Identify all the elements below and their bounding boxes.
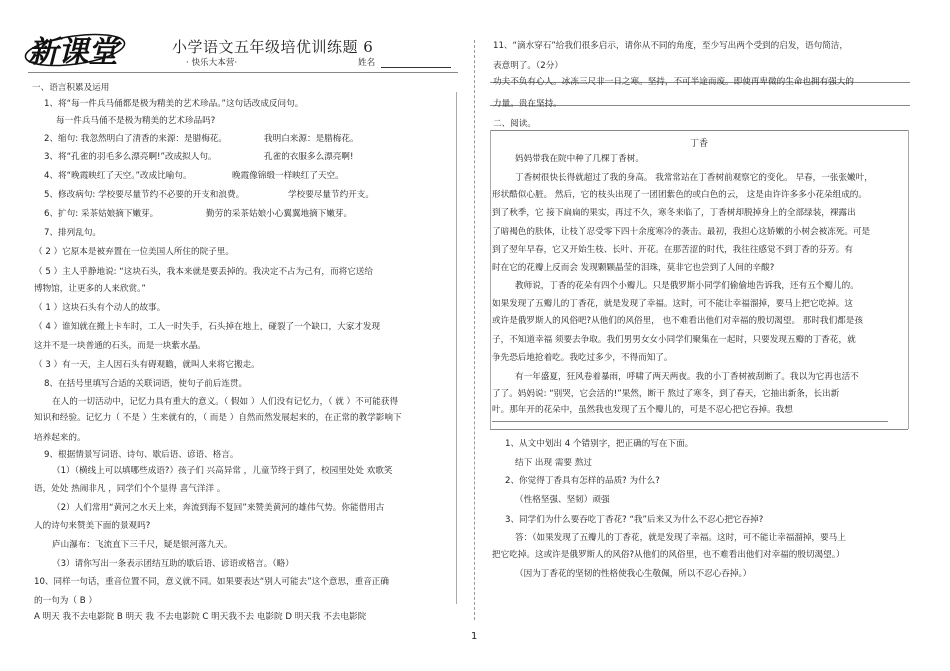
article-text-line: 了暗褐色的肤体，让枝丫忍受零下四十余度寒冷的袭击。最初，我担心这娇嫩的小树会被冻死。可是: [492, 227, 871, 237]
name-label: 姓名: [358, 58, 376, 68]
left-text-line: 孔雀的衣服多么漂亮啊!: [264, 152, 354, 162]
article-text-line: 答：（如果发现了五瓣儿的丁香花，就是发现了幸福。这时，可不能让幸福溜掉，要马上: [515, 533, 846, 543]
left-text-line: 7、排列乱句。: [44, 228, 102, 238]
article-text-line: 把它吃掉。这或许是俄罗斯人的风俗?从他们的风俗里，也不难看出他们对幸福的殷切渴望。）: [492, 550, 845, 560]
left-text-line: A 明天 我不去电影院 B 明天 我 不去电影院 C 明天我不去 电影院 D 明天我 不去电影院: [34, 612, 367, 622]
article-text-line: 丁香树很快长得就超过了我的身高。 我常常站在丁香树前观察它的变化。 早春，一张张嫩叶，: [515, 173, 873, 183]
page-number: 1: [471, 631, 478, 642]
left-text-line: 语，处处 热闹非凡 ，同学们个个显得 喜气洋洋 。: [34, 484, 226, 494]
article-title: 丁香: [690, 139, 709, 149]
left-text-line: 在人的一切活动中，记忆力具有重大的意义。（ 假如 ）人们没有记忆力，（ 就 ）不可能获得: [52, 397, 399, 407]
logo-mark: 新课堂: [28, 35, 118, 70]
left-text-line: 这并不是一块普通的石头，而是一块紫水晶。: [34, 341, 206, 351]
left-text-line: 我明白来源：是腊梅花。: [264, 134, 359, 144]
article-text-line: 到了翌年早春，它又开始生枝、长叶、开花。在那苦涩的时代，我往往感觉不到丁香的芬芳。有: [492, 245, 853, 255]
article-text-line: 子，不知道幸福 须要去争取。我们男男女女小同学们聚集在一起时，只要发现五瓣的丁香花，就: [492, 335, 856, 345]
name-field: [358, 56, 451, 68]
left-text-line: 9、根据情景写词语、诗句、歇后语、谚语、格言。: [44, 450, 239, 460]
header-rule: [28, 72, 458, 73]
left-text-line: 5、修改病句: 学校要尽量节约不必要的开支和浪费。: [44, 190, 245, 200]
left-text-line: 6、扩句: 采茶姑娘摘下嫩芽。: [44, 209, 159, 219]
right-text-line: 11、“滴水穿石”给我们很多启示，请你从不同的角度，至少写出两个受到的启发，语句简洁，: [493, 41, 848, 51]
left-text-line: 晚霞像锦缎一样映红了天空。: [232, 171, 344, 181]
left-text-line: 8、在括号里填写合适的关联词语，使句子前后连贯。: [44, 379, 248, 389]
article-text-line: 争先恐后地抢着吃。我吃过多少，不得而知了。: [492, 353, 673, 363]
left-text-line: 4、将“晚霞映红了天空。”改成比喻句。: [44, 171, 192, 181]
left-text-line: （ 4 ）谁知就在搬上卡车时，工人一时失手，石头掉在地上，碰裂了一个缺口，大家才发现: [34, 322, 381, 332]
article-text-line: 到了秋季，它 接下扁扁的果实，再过不久，寒冬来临了，丁香树却脱掉身上的全部绿装，裸露出: [492, 208, 856, 218]
article-text-line: 时在它的花瓣上反而会 发现颗颗晶莹的泪珠，莫非它也尝到了人间的辛酸?: [492, 263, 775, 273]
article-box-left: [490, 130, 491, 429]
article-text-line: 2、你觉得丁香具有怎样的品质? 为什么?: [505, 476, 660, 486]
left-text-line: 培养起来的。: [34, 433, 86, 443]
left-text-line: 一、语言积累及运用: [32, 83, 110, 93]
left-column-border: [456, 92, 457, 604]
article-box-right: [908, 130, 909, 429]
logo-xinketang: [20, 28, 130, 70]
right-text-line: 功夫不负有心人。冰冻三尺非一日之寒。坚持，不可半途而废。即使再卑微的生命也拥有强大的: [493, 77, 854, 87]
left-text-line: （ 5 ）主人乎静地说: “这块石头，我本来就是要丢掉的。我决定不占为己有，而将它送给: [34, 267, 373, 277]
page-subtitle: · 快乐大本营·: [186, 58, 238, 68]
right-text-line: 表意明了。（2分）: [493, 61, 563, 71]
right-text-line: 力量。贵在坚持。: [493, 99, 562, 109]
article-text-line: 1、从文中划出 4 个错别字，把正确的写在下面。: [505, 439, 694, 449]
left-text-line: 2、缩句: 我忽然明白了清香的来源：是腊梅花。: [44, 134, 227, 144]
answer-blank-line: [492, 421, 888, 422]
left-text-line: 1、将“每一件兵马俑都是极为精美的艺术珍品。”这句话改成反问句。: [44, 99, 304, 109]
article-text-line: 教师说，丁香的花朵有四个小瓣儿。只是俄罗斯小同学们偷偷地告诉我，还有五个瓣儿的。: [515, 281, 859, 291]
page-title: 小学语文五年级培优训练题 6: [172, 38, 374, 56]
left-text-line: 3、将“孔雀的羽毛多么漂亮啊!”改成拟人句。: [44, 152, 217, 162]
left-text-line: （3）请你写出一条表示团结互助的歇后语、谚语或格言。（略）: [52, 559, 294, 569]
left-text-line: 人的诗句来赞美下面的景观吗?: [34, 521, 151, 531]
article-box-bottom: [490, 429, 908, 430]
name-blank: [381, 57, 451, 68]
article-text-line: 了了。妈妈说: “别哭，它会活的!”果然，断干 熬过了寒冬，到了春天，它抽出新条，长出新: [492, 389, 840, 399]
left-text-line: 勤劳的采茶姑娘小心翼翼地摘下嫩芽。: [206, 209, 353, 219]
left-text-line: （ 2 ）它原本是被弃置在一位美国人所住的院子里。: [34, 247, 234, 257]
left-text-line: 博物馆，让更多的人来欣赏。”: [34, 284, 146, 294]
left-text-line: （1）（横线上可以填哪些成语?）孩子们 兴高异常 ，儿童节终于到了，校园里处处 欢歌笑: [52, 466, 393, 476]
article-text-line: 叶。那年开的花朵中，虽然我也发现了五个瓣儿的，可是不忍心把它吞掉。我想: [492, 405, 793, 415]
article-text-line: 或许是俄罗斯人的风俗吧?从他们的风俗里， 也不难看出他们对幸福的殷切渴望。 那时我们都是孩: [492, 316, 863, 326]
left-text-line: （ 1 ）这块石头有个动人的故事。: [34, 303, 166, 313]
left-text-line: （2）人们常用“黄河之水天上来，奔流到海不复回”来赞美黄河的雄伟气势。你能借用古: [52, 503, 385, 513]
article-text-line: 3、同学们为什么要吞吃丁香花? “我”后来又为什么不忍心把它吞掉?: [505, 515, 764, 525]
left-text-line: 每一件兵马俑不是极为精美的艺术珍品吗?: [56, 116, 216, 126]
article-text-line: 形状酷似心脏。 然后，它的枝头出现了一团团紫色的或白色的云， 这是由许许多多小花朵组成的。: [492, 190, 867, 200]
column-divider: [474, 40, 475, 620]
article-text-line: 妈妈带我在院中种了几棵丁香树。: [515, 154, 644, 164]
article-text-line: 如果发现了五瓣儿的丁香花，就是发现了幸福。这时，可不能让幸福溜掉，要马上把它吃掉。这: [492, 299, 853, 309]
article-text-line: （性格坚强、坚韧）顽强: [515, 495, 610, 505]
left-text-line: 学校要尽量节约开支。: [288, 190, 374, 200]
article-text-line: 结下 出现 需要 熬过: [515, 458, 592, 468]
right-text-line: 二、阅读。: [493, 119, 536, 129]
left-text-line: 的一句为（ B ）: [34, 596, 97, 606]
left-text-line: （ 3 ）有一天，主人因石头有碍观瞻，就叫人来将它搬走。: [34, 360, 260, 370]
article-box-top: [490, 130, 908, 131]
left-text-line: 庐山瀑布：飞流直下三千尺，疑是银河落九天。: [52, 540, 233, 550]
left-text-line: 知识和经验。记忆力（ 不是 ）生来就有的，（ 而是 ）自然而然发展起来的，在正常的教学影响下: [34, 413, 402, 423]
article-text-line: （因为丁香花的坚韧的性格使我心生敬佩，所以不忍心吞掉。）: [515, 569, 752, 579]
article-text-line: 有一年盛夏，狂风卷着暴雨，呼啸了两天两夜。我的小丁香树被刮断了。我以为它再也活不: [515, 372, 859, 382]
left-text-line: 10、同样一句话，重音位置不同，意义就不同。如果要表达“别人可能去”这个意思，重音正确: [34, 577, 389, 587]
